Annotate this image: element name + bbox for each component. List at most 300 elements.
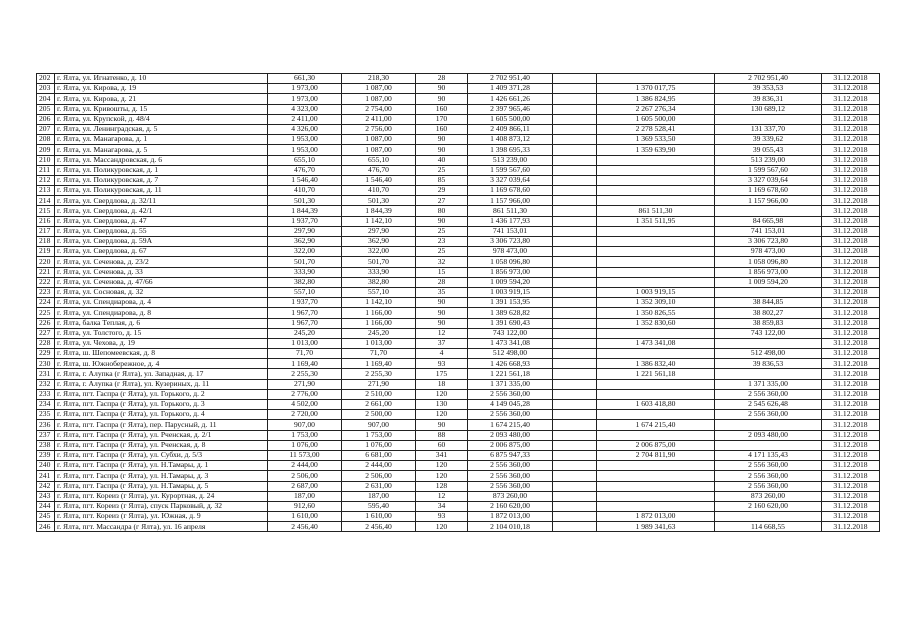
completion-date-cell: 31.12.2018 (822, 226, 880, 236)
budget-amount-cell: 2 556 360,00 (715, 461, 822, 471)
residents-cell: 18 (416, 379, 468, 389)
living-area-cell: 2 500,00 (342, 410, 416, 420)
budget-amount-cell: 3 306 723,80 (715, 237, 822, 247)
budget-amount-cell: 741 153,01 (715, 226, 822, 236)
living-area-cell: 1 087,00 (342, 145, 416, 155)
row-number-cell: 233 (37, 389, 55, 399)
budget-amount-cell: 2 160 620,00 (715, 501, 822, 511)
budget-amount-cell: 2 093 480,00 (715, 430, 822, 440)
completion-date-cell: 31.12.2018 (822, 267, 880, 277)
completion-date-cell: 31.12.2018 (822, 410, 880, 420)
budget-amount-cell: 978 473,00 (715, 247, 822, 257)
total-cost-cell: 2 397 965,46 (468, 104, 553, 114)
address-cell: г. Ялта, г. Алупка (г Ялта), ул. Западная, д. 17 (55, 369, 268, 379)
budget-amount-cell: 1 599 567,60 (715, 165, 822, 175)
budget-amount-cell: 743 122,00 (715, 328, 822, 338)
row-number-cell: 238 (37, 440, 55, 450)
living-area-cell: 501,70 (342, 257, 416, 267)
table-row (37, 501, 880, 511)
budget-amount-cell: 4 171 135,43 (715, 450, 822, 460)
row-number-cell: 242 (37, 481, 55, 491)
table-row (37, 175, 880, 185)
table-row (37, 247, 880, 257)
row-number-cell: 206 (37, 114, 55, 124)
residents-cell: 25 (416, 226, 468, 236)
total-area-cell: 907,00 (268, 420, 342, 430)
fund-amount-cell (597, 267, 715, 277)
address-cell: г. Ялта, ул. Ленинградская, д. 5 (55, 124, 268, 134)
address-cell: г. Ялта, ул. Свердлова, д. 47 (55, 216, 268, 226)
total-area-cell: 1 973,00 (268, 94, 342, 104)
living-area-cell: 382,80 (342, 277, 416, 287)
completion-date-cell: 31.12.2018 (822, 379, 880, 389)
row-number-cell: 207 (37, 124, 55, 134)
completion-date-cell: 31.12.2018 (822, 135, 880, 145)
completion-date-cell: 31.12.2018 (822, 186, 880, 196)
total-area-cell: 1 610,00 (268, 512, 342, 522)
total-area-cell: 71,70 (268, 349, 342, 359)
budget-amount-cell (715, 420, 822, 430)
completion-date-cell: 31.12.2018 (822, 114, 880, 124)
fund-amount-cell: 1 603 418,80 (597, 400, 715, 410)
table-row (37, 450, 880, 460)
row-number-cell: 213 (37, 186, 55, 196)
fund-amount-cell: 1 386 832,40 (597, 359, 715, 369)
completion-date-cell: 31.12.2018 (822, 175, 880, 185)
fund-amount-cell: 1 351 511,95 (597, 216, 715, 226)
other-funds-cell (553, 216, 597, 226)
budget-amount-cell: 2 556 360,00 (715, 410, 822, 420)
total-cost-cell: 512 498,00 (468, 349, 553, 359)
other-funds-cell (553, 186, 597, 196)
other-funds-cell (553, 481, 597, 491)
completion-date-cell: 31.12.2018 (822, 338, 880, 348)
residents-cell: 28 (416, 277, 468, 287)
fund-amount-cell: 1 605 500,00 (597, 114, 715, 124)
fund-amount-cell (597, 196, 715, 206)
residents-cell: 93 (416, 512, 468, 522)
living-area-cell: 2 756,00 (342, 124, 416, 134)
total-area-cell: 271,90 (268, 379, 342, 389)
document-sheet (36, 73, 879, 532)
total-cost-cell: 2 556 360,00 (468, 471, 553, 481)
fund-amount-cell: 2 006 875,00 (597, 440, 715, 450)
fund-amount-cell (597, 257, 715, 267)
table-row (37, 104, 880, 114)
table-row (37, 124, 880, 134)
residents-cell: 90 (416, 135, 468, 145)
table-row (37, 196, 880, 206)
residents-cell: 341 (416, 450, 468, 460)
residents-cell: 37 (416, 338, 468, 348)
table-row (37, 74, 880, 84)
total-area-cell: 1 753,00 (268, 430, 342, 440)
total-area-cell: 297,90 (268, 226, 342, 236)
table-row (37, 267, 880, 277)
living-area-cell: 410,70 (342, 186, 416, 196)
other-funds-cell (553, 461, 597, 471)
residents-cell: 120 (416, 389, 468, 399)
address-cell: г. Ялта, пгт. Гаспра (г Ялта), ул. Рченская, д. 2/1 (55, 430, 268, 440)
table-row (37, 369, 880, 379)
completion-date-cell: 31.12.2018 (822, 165, 880, 175)
total-area-cell: 1 973,00 (268, 84, 342, 94)
living-area-cell: 1 166,00 (342, 308, 416, 318)
other-funds-cell (553, 277, 597, 287)
budget-amount-cell: 3 327 039,64 (715, 175, 822, 185)
table-row (37, 114, 880, 124)
address-cell: г. Ялта, пгт. Гаспра (г Ялта), ул. Горького, д. 2 (55, 389, 268, 399)
completion-date-cell: 31.12.2018 (822, 94, 880, 104)
living-area-cell: 362,90 (342, 237, 416, 247)
other-funds-cell (553, 359, 597, 369)
living-area-cell: 1 142,10 (342, 216, 416, 226)
table-row (37, 298, 880, 308)
living-area-cell: 595,40 (342, 501, 416, 511)
address-cell: г. Ялта, ул. Чехова, д. 19 (55, 338, 268, 348)
address-cell: г. Ялта, ул. Манагарова, д. 1 (55, 135, 268, 145)
row-number-cell: 235 (37, 410, 55, 420)
row-number-cell: 244 (37, 501, 55, 511)
table-row (37, 379, 880, 389)
table-row (37, 165, 880, 175)
residents-cell: 25 (416, 165, 468, 175)
fund-amount-cell (597, 247, 715, 257)
row-number-cell: 223 (37, 287, 55, 297)
living-area-cell: 245,20 (342, 328, 416, 338)
row-number-cell: 237 (37, 430, 55, 440)
living-area-cell: 271,90 (342, 379, 416, 389)
budget-amount-cell: 38 844,85 (715, 298, 822, 308)
address-cell: г. Ялта, ул. Манагарова, д. 5 (55, 145, 268, 155)
address-cell: г. Ялта, ул. Свердлова, д. 67 (55, 247, 268, 257)
completion-date-cell: 31.12.2018 (822, 308, 880, 318)
other-funds-cell (553, 226, 597, 236)
address-cell: г. Ялта, пгт. Гаспра (г Ялта), ул. Рченская, д. 8 (55, 440, 268, 450)
residents-cell: 90 (416, 84, 468, 94)
table-row (37, 328, 880, 338)
completion-date-cell: 31.12.2018 (822, 450, 880, 460)
table-row (37, 359, 880, 369)
table-row (37, 155, 880, 165)
budget-amount-cell (715, 512, 822, 522)
other-funds-cell (553, 400, 597, 410)
residents-cell: 160 (416, 124, 468, 134)
other-funds-cell (553, 84, 597, 94)
completion-date-cell: 31.12.2018 (822, 257, 880, 267)
address-cell: г. Ялта, ул. Кирова, д. 19 (55, 84, 268, 94)
row-number-cell: 225 (37, 308, 55, 318)
fund-amount-cell: 2 704 811,90 (597, 450, 715, 460)
total-area-cell: 187,00 (268, 491, 342, 501)
other-funds-cell (553, 512, 597, 522)
completion-date-cell: 31.12.2018 (822, 400, 880, 410)
living-area-cell: 2 255,30 (342, 369, 416, 379)
fund-amount-cell (597, 379, 715, 389)
total-cost-cell: 1 003 919,15 (468, 287, 553, 297)
budget-amount-cell (715, 440, 822, 450)
fund-amount-cell (597, 226, 715, 236)
residents-cell: 32 (416, 257, 468, 267)
total-cost-cell: 1 599 567,60 (468, 165, 553, 175)
fund-amount-cell (597, 165, 715, 175)
table-row (37, 237, 880, 247)
total-cost-cell: 1 473 341,08 (468, 338, 553, 348)
total-area-cell: 1 967,70 (268, 318, 342, 328)
total-cost-cell: 1 398 695,33 (468, 145, 553, 155)
total-cost-cell: 1 409 371,28 (468, 84, 553, 94)
address-cell: г. Ялта, пгт. Гаспра (г Ялта), ул. Субхи, д. 5/3 (55, 450, 268, 460)
row-number-cell: 204 (37, 94, 55, 104)
living-area-cell: 2 506,00 (342, 471, 416, 481)
other-funds-cell (553, 287, 597, 297)
row-number-cell: 203 (37, 84, 55, 94)
total-area-cell: 2 444,00 (268, 461, 342, 471)
address-cell: г. Ялта, ул. Свердлова, д. 32/11 (55, 196, 268, 206)
table-row (37, 471, 880, 481)
total-cost-cell: 2 160 620,00 (468, 501, 553, 511)
other-funds-cell (553, 338, 597, 348)
budget-amount-cell: 114 668,55 (715, 522, 822, 532)
residents-cell: 12 (416, 328, 468, 338)
total-area-cell: 1 169,40 (268, 359, 342, 369)
living-area-cell: 2 754,00 (342, 104, 416, 114)
total-area-cell: 4 326,00 (268, 124, 342, 134)
fund-amount-cell: 861 511,30 (597, 206, 715, 216)
residents-cell: 15 (416, 267, 468, 277)
total-cost-cell: 2 093 480,00 (468, 430, 553, 440)
fund-amount-cell: 2 267 276,34 (597, 104, 715, 114)
total-area-cell: 245,20 (268, 328, 342, 338)
fund-amount-cell (597, 328, 715, 338)
table-row (37, 277, 880, 287)
other-funds-cell (553, 247, 597, 257)
table-row (37, 84, 880, 94)
fund-amount-cell (597, 481, 715, 491)
completion-date-cell: 31.12.2018 (822, 298, 880, 308)
completion-date-cell: 31.12.2018 (822, 74, 880, 84)
residents-cell: 120 (416, 471, 468, 481)
other-funds-cell (553, 94, 597, 104)
completion-date-cell: 31.12.2018 (822, 277, 880, 287)
residents-cell: 27 (416, 196, 468, 206)
other-funds-cell (553, 308, 597, 318)
total-cost-cell: 741 153,01 (468, 226, 553, 236)
budget-amount-cell: 513 239,00 (715, 155, 822, 165)
total-area-cell: 1 844,39 (268, 206, 342, 216)
table-row (37, 145, 880, 155)
row-number-cell: 215 (37, 206, 55, 216)
fund-amount-cell (597, 186, 715, 196)
row-number-cell: 245 (37, 512, 55, 522)
other-funds-cell (553, 349, 597, 359)
residents-cell: 60 (416, 440, 468, 450)
row-number-cell: 214 (37, 196, 55, 206)
other-funds-cell (553, 318, 597, 328)
other-funds-cell (553, 104, 597, 114)
budget-amount-cell: 131 337,70 (715, 124, 822, 134)
table-row (37, 491, 880, 501)
table-row (37, 512, 880, 522)
address-cell: г. Ялта, пгт. Гаспра (г Ялта), ул. Н.Тамары, д. 3 (55, 471, 268, 481)
residents-cell: 25 (416, 247, 468, 257)
living-area-cell: 2 411,00 (342, 114, 416, 124)
total-cost-cell: 1 605 500,00 (468, 114, 553, 124)
residents-cell: 29 (416, 186, 468, 196)
row-number-cell: 219 (37, 247, 55, 257)
other-funds-cell (553, 267, 597, 277)
total-area-cell: 322,00 (268, 247, 342, 257)
residents-cell: 88 (416, 430, 468, 440)
other-funds-cell (553, 206, 597, 216)
other-funds-cell (553, 124, 597, 134)
completion-date-cell: 31.12.2018 (822, 501, 880, 511)
completion-date-cell: 31.12.2018 (822, 491, 880, 501)
residents-cell: 90 (416, 94, 468, 104)
total-area-cell: 1 953,00 (268, 145, 342, 155)
residents-cell: 90 (416, 145, 468, 155)
total-cost-cell: 1 157 966,00 (468, 196, 553, 206)
budget-amount-cell (715, 206, 822, 216)
budget-amount-cell: 1 856 973,00 (715, 267, 822, 277)
fund-amount-cell (597, 349, 715, 359)
table-row (37, 308, 880, 318)
budget-amount-cell: 2 702 951,40 (715, 74, 822, 84)
table-row (37, 349, 880, 359)
residents-cell: 128 (416, 481, 468, 491)
budget-amount-cell (715, 369, 822, 379)
address-cell: г. Ялта, балка Теплая, д. 6 (55, 318, 268, 328)
total-cost-cell: 1 408 873,12 (468, 135, 553, 145)
budget-amount-cell: 39 836,31 (715, 94, 822, 104)
completion-date-cell: 31.12.2018 (822, 124, 880, 134)
table-row (37, 216, 880, 226)
total-area-cell: 1 013,00 (268, 338, 342, 348)
fund-amount-cell (597, 155, 715, 165)
total-cost-cell: 2 556 360,00 (468, 389, 553, 399)
row-number-cell: 212 (37, 175, 55, 185)
residents-cell: 85 (416, 175, 468, 185)
total-area-cell: 2 456,40 (268, 522, 342, 532)
total-area-cell: 476,70 (268, 165, 342, 175)
other-funds-cell (553, 175, 597, 185)
living-area-cell: 655,10 (342, 155, 416, 165)
row-number-cell: 202 (37, 74, 55, 84)
total-area-cell: 2 411,00 (268, 114, 342, 124)
completion-date-cell: 31.12.2018 (822, 104, 880, 114)
total-cost-cell: 1 426 661,26 (468, 94, 553, 104)
residents-cell: 12 (416, 491, 468, 501)
living-area-cell: 907,00 (342, 420, 416, 430)
row-number-cell: 211 (37, 165, 55, 175)
total-cost-cell: 6 875 947,33 (468, 450, 553, 460)
total-cost-cell: 1 674 215,40 (468, 420, 553, 430)
other-funds-cell (553, 155, 597, 165)
table-row (37, 186, 880, 196)
living-area-cell: 2 444,00 (342, 461, 416, 471)
fund-amount-cell: 1 003 919,15 (597, 287, 715, 297)
residents-cell: 90 (416, 420, 468, 430)
completion-date-cell: 31.12.2018 (822, 247, 880, 257)
completion-date-cell: 31.12.2018 (822, 237, 880, 247)
living-area-cell: 1 753,00 (342, 430, 416, 440)
other-funds-cell (553, 135, 597, 145)
total-cost-cell: 861 511,30 (468, 206, 553, 216)
budget-amount-cell: 2 545 626,48 (715, 400, 822, 410)
address-cell: г. Ялта, ул. Сосновая, д. 32 (55, 287, 268, 297)
total-cost-cell: 4 149 045,28 (468, 400, 553, 410)
budget-amount-cell (715, 338, 822, 348)
residents-cell: 28 (416, 74, 468, 84)
address-cell: г. Ялта, пгт. Гаспра (г Ялта), пер. Парусный, д. 11 (55, 420, 268, 430)
total-cost-cell: 978 473,00 (468, 247, 553, 257)
completion-date-cell: 31.12.2018 (822, 287, 880, 297)
residents-cell: 120 (416, 522, 468, 532)
fund-amount-cell (597, 501, 715, 511)
row-number-cell: 246 (37, 522, 55, 532)
living-area-cell: 2 661,00 (342, 400, 416, 410)
completion-date-cell: 31.12.2018 (822, 216, 880, 226)
row-number-cell: 216 (37, 216, 55, 226)
total-area-cell: 2 687,00 (268, 481, 342, 491)
total-cost-cell: 1 389 628,82 (468, 308, 553, 318)
fund-amount-cell: 1 350 826,55 (597, 308, 715, 318)
budget-amount-cell: 38 802,27 (715, 308, 822, 318)
address-cell: г. Ялта, ул. Игнатенко, д. 10 (55, 74, 268, 84)
total-area-cell: 557,10 (268, 287, 342, 297)
address-cell: г. Ялта, пгт. Кореиз (г Ялта), ул. Курортная, д. 24 (55, 491, 268, 501)
row-number-cell: 239 (37, 450, 55, 460)
row-number-cell: 231 (37, 369, 55, 379)
address-cell: г. Ялта, г. Алупка (г Ялта), ул. Кузериных, д. 11 (55, 379, 268, 389)
total-area-cell: 912,60 (268, 501, 342, 511)
row-number-cell: 229 (37, 349, 55, 359)
completion-date-cell: 31.12.2018 (822, 420, 880, 430)
total-cost-cell: 1 221 561,18 (468, 369, 553, 379)
table-row (37, 338, 880, 348)
row-number-cell: 232 (37, 379, 55, 389)
budget-amount-cell: 39 836,53 (715, 359, 822, 369)
other-funds-cell (553, 410, 597, 420)
table-row (37, 400, 880, 410)
budget-amount-cell: 1 009 594,20 (715, 277, 822, 287)
table-row (37, 389, 880, 399)
total-cost-cell: 2 702 951,40 (468, 74, 553, 84)
other-funds-cell (553, 501, 597, 511)
fund-amount-cell: 1 674 215,40 (597, 420, 715, 430)
address-cell: г. Ялта, пгт. Гаспра (г Ялта), ул. Н.Тамары, д. 1 (55, 461, 268, 471)
row-number-cell: 218 (37, 237, 55, 247)
budget-amount-cell: 39 055,43 (715, 145, 822, 155)
address-cell: г. Ялта, ул. Поликуровская, д. 1 (55, 165, 268, 175)
total-cost-cell: 743 122,00 (468, 328, 553, 338)
total-area-cell: 1 967,70 (268, 308, 342, 318)
address-cell: г. Ялта, ул. Кирова, д. 21 (55, 94, 268, 104)
completion-date-cell: 31.12.2018 (822, 522, 880, 532)
row-number-cell: 220 (37, 257, 55, 267)
table-row (37, 226, 880, 236)
table-row (37, 135, 880, 145)
completion-date-cell: 31.12.2018 (822, 318, 880, 328)
table-row (37, 440, 880, 450)
address-cell: г. Ялта, пгт. Гаспра (г Ялта), ул. Н.Тамары, д. 5 (55, 481, 268, 491)
fund-amount-cell: 1 473 341,08 (597, 338, 715, 348)
residents-cell: 90 (416, 298, 468, 308)
budget-amount-cell: 2 556 360,00 (715, 471, 822, 481)
row-number-cell: 209 (37, 145, 55, 155)
fund-amount-cell (597, 471, 715, 481)
table-row (37, 430, 880, 440)
